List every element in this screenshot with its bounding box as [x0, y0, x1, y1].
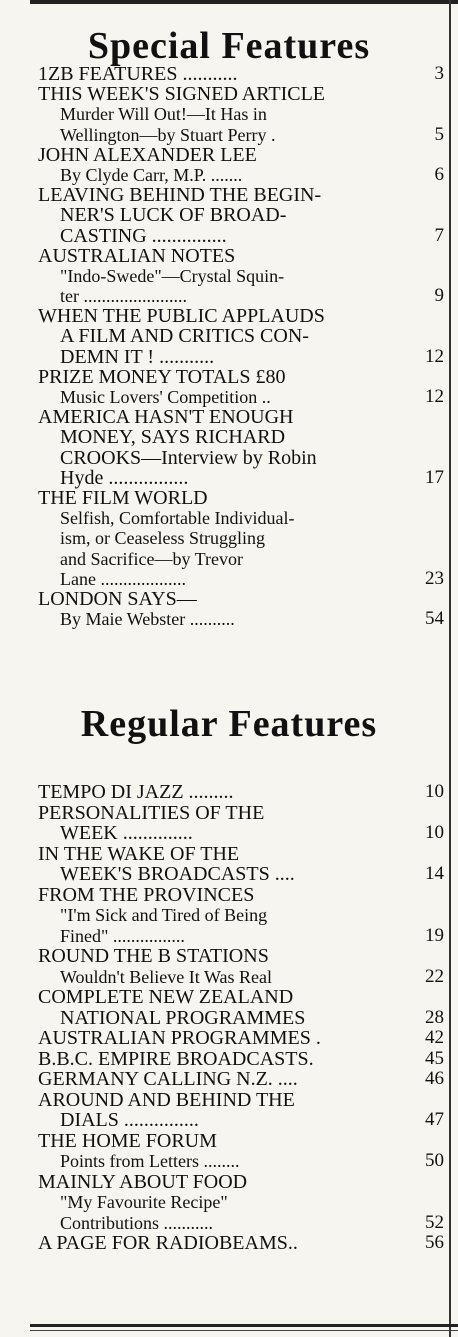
entry-title — [32, 246, 444, 266]
toc-entry — [32, 1131, 444, 1172]
page-number: 10 — [425, 781, 444, 802]
page-number: 54 — [425, 608, 444, 630]
entry-title — [32, 64, 444, 84]
entry-subtitle — [32, 125, 444, 145]
entry-title — [32, 427, 444, 447]
entry-title — [32, 1049, 444, 1070]
entry-text: DIALS ............... — [60, 1109, 199, 1131]
entry-subtitle — [32, 1192, 444, 1213]
entry-text: and Sacrifice—by Trevor — [60, 548, 243, 569]
entry-subtitle — [32, 165, 444, 185]
regular-features-list — [32, 782, 444, 1254]
entry-text: AROUND AND BEHIND THE — [38, 1088, 295, 1111]
entry-subtitle — [32, 286, 444, 306]
entry-text: Contributions ........... — [60, 1212, 214, 1233]
page-number: 17 — [425, 466, 444, 488]
entry-text: "My Favourite Recipe" — [60, 1192, 228, 1212]
entry-title — [32, 885, 444, 906]
page-number: 45 — [425, 1047, 444, 1069]
bottom-rule — [30, 1324, 458, 1327]
entry-subtitle — [32, 508, 444, 528]
entry-title — [32, 448, 444, 468]
entry-text: THE FILM WORLD — [38, 486, 208, 509]
toc-entry — [32, 306, 444, 367]
entry-text: 1ZB FEATURES ........... — [38, 63, 238, 85]
entry-subtitle — [32, 926, 444, 947]
toc-entry — [32, 844, 444, 885]
entry-text: PRIZE MONEY TOTALS £80 — [38, 365, 286, 388]
entry-text: A PAGE FOR RADIOBEAMS.. — [38, 1232, 298, 1254]
toc-entry — [32, 185, 444, 246]
entry-title — [32, 367, 444, 387]
page-number: 47 — [425, 1109, 444, 1130]
entry-subtitle — [32, 1213, 444, 1234]
entry-text: NER'S LUCK OF BROAD- — [60, 204, 287, 227]
entry-title — [32, 326, 444, 346]
entry-title — [32, 844, 444, 865]
toc-entry — [32, 1069, 444, 1090]
entry-title — [32, 407, 444, 427]
entry-title — [32, 1008, 444, 1029]
entry-text: Hyde ................ — [60, 466, 189, 489]
page-number: 10 — [425, 822, 444, 843]
entry-title — [32, 803, 444, 824]
entry-text: AMERICA HASN'T ENOUGH — [38, 406, 294, 429]
entry-text: MONEY, SAYS RICHARD — [60, 426, 286, 449]
entry-text: WEEK'S BROADCASTS .... — [60, 863, 295, 885]
entry-text: Music Lovers' Competition .. — [60, 387, 271, 407]
entry-title — [32, 226, 444, 246]
entry-subtitle — [32, 104, 444, 124]
entry-title — [32, 1172, 444, 1193]
toc-entry — [32, 1090, 444, 1131]
entry-title — [32, 1090, 444, 1111]
entry-subtitle — [32, 549, 444, 569]
special-features-heading: Special Features — [87, 25, 371, 67]
toc-entry — [32, 1172, 444, 1234]
entry-text: "I'm Sick and Tired of Being — [60, 905, 268, 925]
entry-title — [32, 1028, 444, 1049]
entry-title — [32, 185, 444, 205]
page-number: 52 — [425, 1211, 444, 1233]
entry-subtitle — [32, 609, 444, 629]
entry-text: Lane ................... — [60, 568, 186, 589]
entry-text: CROOKS—Interview by Robin — [60, 446, 317, 469]
entry-title — [32, 306, 444, 326]
entry-text: AUSTRALIAN NOTES — [38, 244, 236, 267]
page-number: 46 — [425, 1068, 444, 1089]
entry-text: LONDON SAYS— — [38, 587, 197, 610]
entry-subtitle — [32, 967, 444, 988]
entry-subtitle — [32, 387, 444, 407]
entry-title — [32, 823, 444, 844]
toc-entry — [32, 782, 444, 803]
entry-text: COMPLETE NEW ZEALAND — [38, 986, 294, 1008]
entry-title — [32, 84, 444, 104]
entry-text: IN THE WAKE OF THE — [38, 842, 240, 865]
entry-subtitle — [32, 1151, 444, 1172]
toc-entry — [32, 407, 444, 488]
entry-title — [32, 347, 444, 367]
page-number: 22 — [425, 965, 444, 987]
entry-title — [32, 145, 444, 165]
entry-text: Wellington—by Stuart Perry . — [60, 124, 276, 145]
entry-title — [32, 1069, 444, 1090]
entry-text: Wouldn't Believe It Was Real — [60, 966, 272, 987]
page-number: 3 — [434, 63, 444, 84]
page-number: 23 — [425, 567, 444, 589]
page-number: 5 — [434, 123, 444, 145]
entry-subtitle — [32, 905, 444, 926]
page-number: 14 — [425, 863, 444, 884]
special-features-list — [32, 64, 444, 629]
entry-text: CASTING ............... — [60, 224, 227, 247]
page-number: 56 — [425, 1232, 444, 1253]
entry-title — [32, 946, 444, 967]
entry-subtitle — [32, 266, 444, 286]
toc-entry — [32, 803, 444, 844]
toc-entry — [32, 64, 444, 84]
entry-text: Selfish, Comfortable Individual- — [60, 508, 295, 529]
entry-text: MAINLY ABOUT FOOD — [38, 1170, 248, 1193]
entry-title — [32, 589, 444, 609]
entry-text: TEMPO DI JAZZ ......... — [38, 781, 234, 803]
entry-text: Murder Will Out!—It Has in — [60, 104, 267, 125]
entry-text: WEEK .............. — [60, 822, 193, 844]
toc-entry — [32, 367, 444, 407]
entry-title — [32, 205, 444, 225]
entry-title — [32, 468, 444, 488]
entry-text: Points from Letters ........ — [60, 1151, 240, 1171]
page-number: 7 — [434, 224, 444, 246]
entry-text: AUSTRALIAN PROGRAMMES . — [38, 1027, 321, 1049]
entry-text: THIS WEEK'S SIGNED ARTICLE — [38, 83, 326, 106]
entry-title — [32, 1110, 444, 1131]
entry-text: B.B.C. EMPIRE BROADCASTS. — [38, 1047, 314, 1070]
toc-entry — [32, 589, 444, 629]
entry-text: FROM THE PROVINCES — [38, 883, 255, 906]
page-number: 50 — [425, 1150, 444, 1171]
page-number: 42 — [425, 1027, 444, 1048]
entry-text: WHEN THE PUBLIC APPLAUDS — [38, 305, 325, 328]
entry-subtitle — [32, 569, 444, 589]
page-number: 9 — [434, 285, 444, 307]
entry-text: THE HOME FORUM — [38, 1129, 217, 1152]
entry-title — [32, 987, 444, 1008]
toc-entry — [32, 1233, 444, 1254]
right-rule — [449, 0, 451, 1337]
entry-text: NATIONAL PROGRAMMES — [60, 1006, 306, 1029]
toc-entry — [32, 488, 444, 589]
toc-entry — [32, 946, 444, 987]
page-number: 12 — [425, 345, 444, 367]
toc-entry — [32, 1049, 444, 1070]
page-number: 6 — [434, 163, 444, 185]
toc-entry — [32, 1028, 444, 1049]
entry-title — [32, 1131, 444, 1152]
toc-entry — [32, 84, 444, 145]
entry-text: LEAVING BEHIND THE BEGIN- — [38, 184, 322, 207]
bottom-rule-thin — [30, 1330, 458, 1331]
page-number: 12 — [425, 386, 444, 407]
entry-title — [32, 1233, 444, 1254]
entry-text: By Maie Webster .......... — [60, 609, 235, 630]
entry-title — [32, 864, 444, 885]
toc-entry — [32, 246, 444, 307]
entry-title — [32, 488, 444, 508]
entry-text: PERSONALITIES OF THE — [38, 801, 265, 824]
entry-text: DEMN IT ! ........... — [60, 345, 215, 368]
entry-text: JOHN ALEXANDER LEE — [38, 143, 257, 166]
entry-text: Fined" ................ — [60, 925, 185, 946]
regular-features-heading: Regular Features — [80, 703, 378, 745]
entry-subtitle — [32, 528, 444, 548]
entry-text: ROUND THE B STATIONS — [38, 945, 269, 967]
entry-text: A FILM AND CRITICS CON- — [60, 325, 309, 348]
entry-text: GERMANY CALLING N.Z. .... — [38, 1068, 298, 1090]
entry-text: "Indo-Swede"—Crystal Squin- — [60, 265, 285, 286]
entry-text: ter ....................... — [60, 286, 187, 307]
toc-entry — [32, 885, 444, 947]
page-number: 28 — [425, 1006, 444, 1028]
entry-title — [32, 782, 444, 803]
toc-entry — [32, 145, 444, 185]
toc-entry — [32, 987, 444, 1028]
top-rule — [30, 0, 458, 4]
page-number: 19 — [425, 924, 444, 946]
entry-text: By Clyde Carr, M.P. ....... — [60, 164, 243, 185]
entry-text: ism, or Ceaseless Struggling — [60, 528, 265, 549]
